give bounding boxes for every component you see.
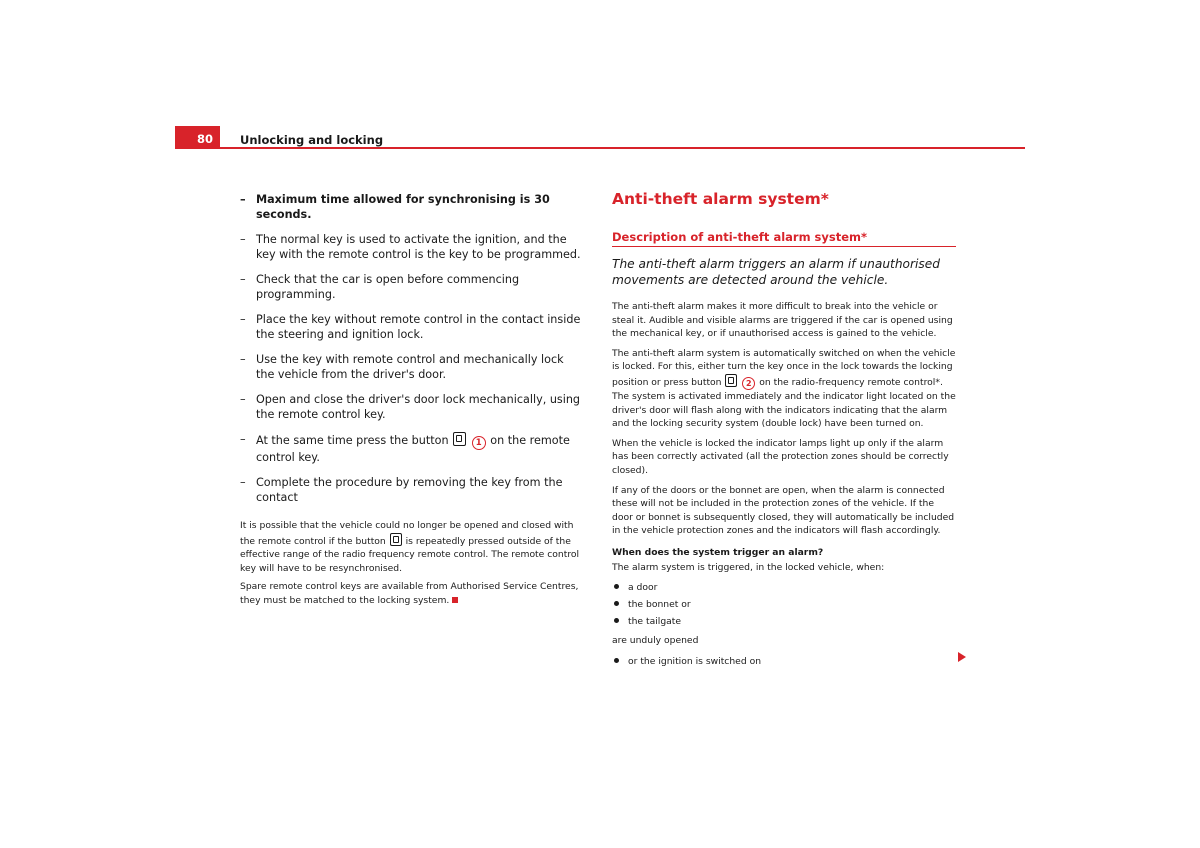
dash-marker: – bbox=[240, 393, 246, 406]
note-text: It is possible that the vehicle could no longer be opened and closed with the remote control if the button bbox=[240, 520, 574, 547]
callout-number: 1 bbox=[472, 436, 486, 450]
step-text: Complete the procedure by removing the key from the contact bbox=[256, 476, 563, 504]
paragraph-text: The anti-theft alarm system is automatically switched on when the vehicle is locked. For this, either turn the key once in the lock towards the locking position or press button bbox=[612, 347, 956, 388]
note-paragraph bbox=[240, 519, 585, 576]
bullet-dot-icon bbox=[614, 584, 619, 589]
paragraph: If any of the doors or the bonnet are open, when the alarm is connected these will not be included in the protection zones of the vehicle. If the door or bonnet is subsequently closed, they will automatically be included in the vehicle protection zones and the indicators will flash accordingly. bbox=[612, 484, 955, 537]
subsection-title: Description of anti-theft alarm system* bbox=[612, 230, 956, 247]
bullet-dot-icon bbox=[614, 658, 619, 663]
dash-marker: – bbox=[240, 353, 246, 366]
step-item bbox=[240, 192, 585, 222]
trigger-heading: When does the system trigger an alarm? bbox=[612, 546, 824, 558]
note-paragraph bbox=[240, 580, 585, 607]
note-text: Spare remote control keys are available from Authorised Service Centres, they must be matched to the locking system. bbox=[240, 580, 579, 606]
note-text-end: is repeatedly pressed outside of the effective range of the radio frequency remote control. The remote control key will have to be resynchronised. bbox=[240, 535, 580, 575]
step-item bbox=[240, 272, 585, 302]
step-text-end: on the remote control key. bbox=[256, 434, 570, 464]
dash-marker: – bbox=[240, 233, 246, 246]
continue-arrow-icon bbox=[958, 652, 966, 662]
step-text: Open and close the driver's door lock mechanically, using the remote control key. bbox=[256, 393, 581, 421]
dash-marker: – bbox=[240, 193, 246, 206]
step-text: Place the key without remote control in the contact inside the steering and ignition lock. bbox=[256, 313, 581, 341]
paragraph: The anti-theft alarm makes it more difficult to break into the vehicle or steal it. Audible and visible alarms are triggered if the car is opened using the mechanical key, or if unauthorised access is gained to the vehicle. bbox=[612, 301, 953, 340]
dash-marker: – bbox=[240, 313, 246, 326]
dash-marker: – bbox=[240, 476, 246, 489]
dash-marker: – bbox=[240, 273, 246, 286]
step-text: Maximum time allowed for synchronising is 30 seconds. bbox=[256, 193, 550, 221]
callout-number: 2 bbox=[742, 377, 755, 390]
remote-key-button-icon bbox=[453, 432, 466, 446]
bullet-text: the tailgate bbox=[628, 615, 682, 627]
header-rule bbox=[175, 147, 1025, 149]
bullet-item bbox=[612, 655, 956, 668]
step-item bbox=[240, 432, 585, 465]
trigger-intro: The alarm system is triggered, in the locked vehicle, when: bbox=[612, 561, 885, 573]
page-number: 80 bbox=[196, 132, 213, 146]
step-item bbox=[240, 392, 585, 422]
step-item bbox=[240, 312, 585, 342]
paragraph: When the vehicle is locked the indicator lamps light up only if the alarm has been correctly activated (all the protection zones should be correctly closed). bbox=[612, 437, 949, 476]
step-text: The normal key is used to activate the ignition, and the key with the remote control is the key to be programmed. bbox=[256, 233, 581, 261]
step-item bbox=[240, 352, 585, 382]
bullet-item bbox=[612, 581, 956, 594]
right-column bbox=[612, 190, 956, 672]
bullet-text: or the ignition is switched on bbox=[628, 656, 762, 668]
step-text: Check that the car is open before commencing programming. bbox=[256, 273, 520, 301]
paragraph-text-end: on the radio-frequency remote control*. The system is activated immediately and the indicator light located on the driver's door will flash along with the indicators indicating that the alarm and the locking security system (double lock) have been turned on. bbox=[612, 376, 956, 430]
bullet-item bbox=[612, 598, 956, 611]
bullet-text: the bonnet or bbox=[628, 598, 691, 610]
bullet-text: a door bbox=[628, 581, 658, 593]
step-text: Use the key with remote control and mechanically lock the vehicle from the driver's door. bbox=[256, 353, 564, 381]
bullet-item bbox=[612, 615, 956, 628]
remote-key-button-icon bbox=[725, 374, 737, 387]
step-item bbox=[240, 232, 585, 262]
step-item bbox=[240, 475, 585, 505]
remote-key-button-icon bbox=[390, 533, 402, 546]
running-title: Unlocking and locking bbox=[240, 133, 384, 147]
section-title: Anti-theft alarm system* bbox=[612, 190, 829, 208]
end-of-section-square-icon bbox=[452, 597, 458, 603]
bullet-dot-icon bbox=[614, 601, 619, 606]
dash-marker: – bbox=[240, 433, 246, 446]
left-column bbox=[240, 192, 585, 607]
intro-text: The anti-theft alarm triggers an alarm if unauthorised movements are detected around the vehicle. bbox=[612, 257, 940, 287]
bullet-dot-icon bbox=[614, 618, 619, 623]
step-text: At the same time press the button bbox=[256, 434, 449, 447]
opened-text: are unduly opened bbox=[612, 634, 699, 646]
paragraph bbox=[612, 347, 956, 431]
page-number-box bbox=[175, 126, 220, 149]
